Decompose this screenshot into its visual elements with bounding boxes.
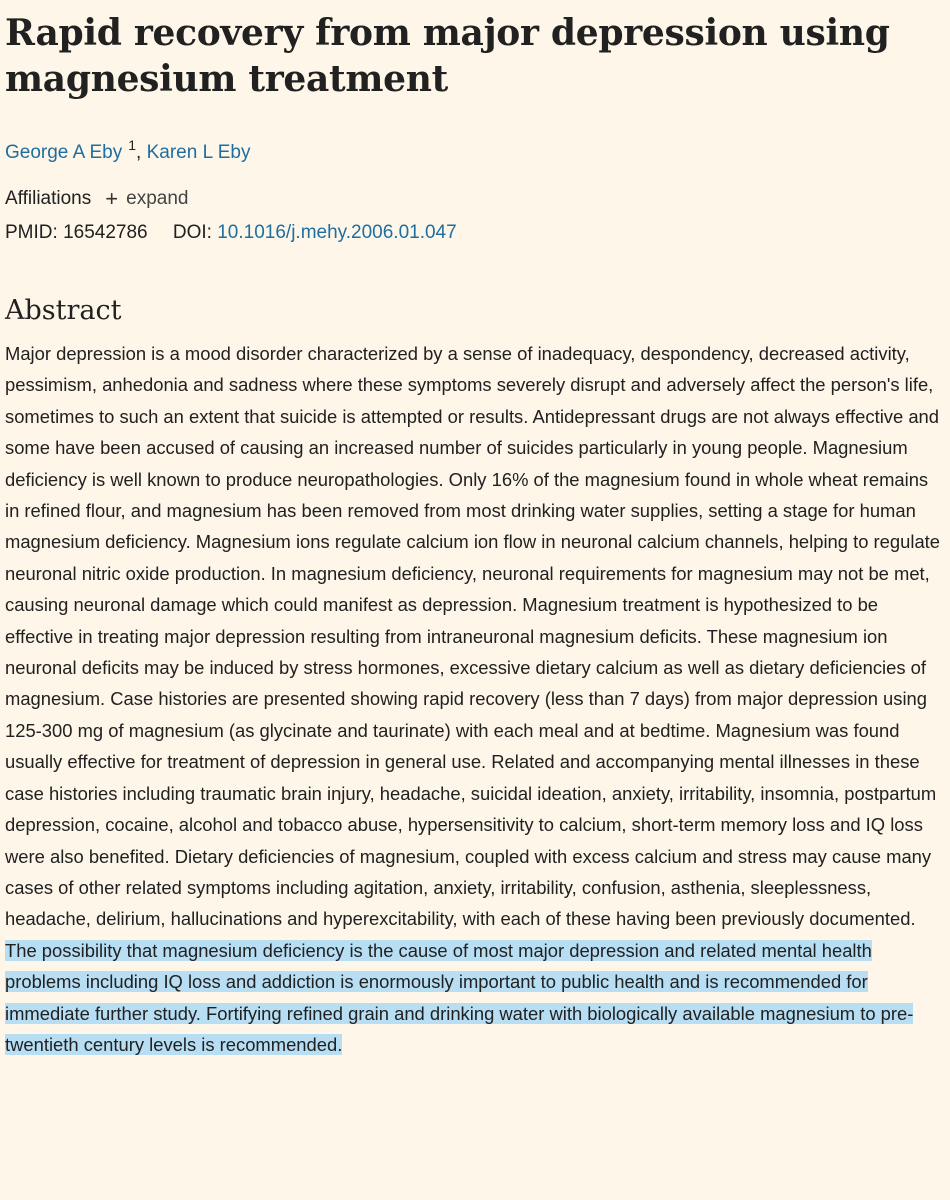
doi-label: DOI: (172, 222, 212, 243)
affiliations-toggle[interactable] (5, 186, 945, 212)
abstract-heading: Abstract (5, 295, 122, 326)
affiliations-label: Affiliations (5, 188, 92, 209)
article-title: Rapid recovery from major depression using magnesium treatment (5, 12, 890, 100)
author-link-karen-eby[interactable]: Karen L Eby (146, 142, 251, 163)
affiliation-ref[interactable]: 1 (128, 137, 137, 153)
article-identifiers (5, 220, 945, 246)
abstract-text (5, 338, 945, 1060)
abstract-body: Major depression is a mood disorder characterized by a sense of inadequacy, despondency, decreased activity, pessimism, anhedonia and sadness where these symptoms severely disrupt and adversely affect the person's life, sometimes to such an extent that suicide is attempted or results. Antidepressant drugs are not always effective and some have been accused of causing an increased number of suicides particularly in young people. Magnesium deficiency is well known to produce neuropathologies. Only 16% of the magnesium found in whole wheat remains in refined flour, and magnesium has been removed from most drinking water supplies, setting a stage for human magnesium deficiency. Magnesium ions regulate calcium ion flow in neuronal calcium channels, helping to regulate neuronal nitric oxide production. In magnesium deficiency, neuronal requirements for magnesium may not be met, causing neuronal damage which could manifest as depression. Magnesium treatment is hypothesized to be effective in treating major depression resulting from intraneuronal magnesium deficits. These magnesium ion neuronal deficits may be induced by stress hormones, excessive dietary calcium as well as dietary deficiencies of magnesium. Case histories are presented showing rapid recovery (less than 7 days) from major depression using 125-300 mg of magnesium (as glycinate and taurinate) with each meal and at bedtime. Magnesium was found usually effective for treatment of depression in general use. Related and accompanying mental illnesses in these case histories including traumatic brain injury, headache, suicidal ideation, anxiety, irritability, insomnia, postpartum depression, cocaine, alcohol and tobacco abuse, hypersensitivity to calcium, short-term memory loss and IQ loss were also benefited. Dietary deficiencies of magnesium, coupled with excess calcium and stress may cause many cases of other related symptoms including agitation, anxiety, irritability, confusion, asthenia, sleeplessness, headache, delirium, hallucinations and hyperexcitability, with each of these having been previously documented. (5, 343, 941, 930)
article-page (5, 0, 945, 1060)
pmid-value: 16542786 (63, 222, 148, 243)
pmid-label: PMID: (5, 222, 58, 243)
abstract-highlighted-text: The possibility that magnesium deficiency is the cause of most major depression and related mental health problems including IQ loss and addiction is enormously important to public health and is recommended for immediate further study. Fortifying refined grain and drinking water with biologically available magnesium to pre-twentieth century levels is recommended. (5, 939, 914, 1055)
doi-link[interactable]: 10.1016/j.mehy.2006.01.047 (217, 222, 457, 243)
author-link-george-eby[interactable]: George A Eby (5, 142, 123, 163)
plus-icon[interactable]: + (105, 186, 119, 211)
author-list (5, 132, 945, 166)
author-separator: , (136, 142, 142, 163)
expand-label[interactable]: expand (126, 188, 189, 209)
